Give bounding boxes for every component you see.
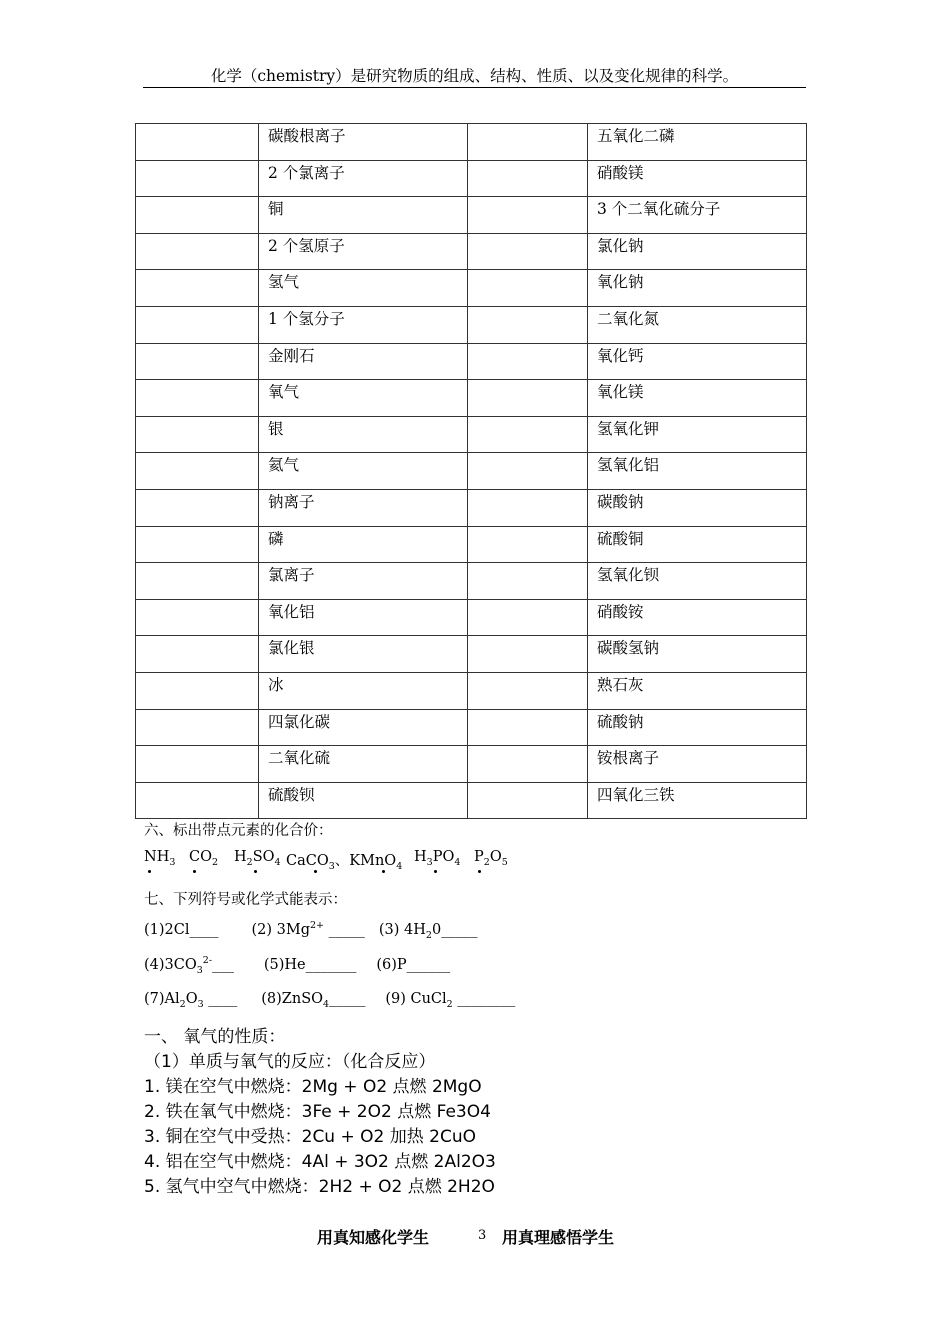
emphasis-dot [382,870,385,873]
answer-cell[interactable] [468,489,588,526]
term-cell: 氯化钠 [588,233,807,270]
table-row [136,380,807,417]
answer-cell[interactable] [136,489,259,526]
term-cell: 银 [259,416,468,453]
table-row [136,233,807,270]
answer-cell[interactable] [136,160,259,197]
term-cell: 磷 [259,526,468,563]
term-cell: 熟石灰 [588,672,807,709]
answer-cell[interactable] [136,709,259,746]
answer-cell[interactable] [468,380,588,417]
term-cell: 四氧化三铁 [588,782,807,819]
term-cell: 碳酸根离子 [259,124,468,161]
table-row [136,343,807,380]
formula-h3po4: $H_3PO_4$ [414,849,461,868]
answer-cell[interactable] [136,746,259,783]
answer-cell[interactable] [136,453,259,490]
term-cell: 2 个氢原子 [259,233,468,270]
emphasis-dot [478,870,481,873]
table-row [136,197,807,234]
term-cell: 硝酸镁 [588,160,807,197]
term-cell: 氦气 [259,453,468,490]
formula-caco3-kmno4: CaCO$_3$、KMnO$_4$ [286,853,403,872]
answer-cell[interactable] [136,380,259,417]
formula-p2o5: $P_2O_5$ [474,849,508,868]
term-cell: 二氧化硫 [259,746,468,783]
formula-co2: $CO_2$ [189,849,219,868]
term-cell: 1 个氢分子 [259,306,468,343]
table-row [136,636,807,673]
table-row [136,599,807,636]
reaction-line: 5. 氢气中空气中燃烧：2H2 + O2 点燃 2H2O [144,1177,495,1197]
answer-cell[interactable] [136,343,259,380]
table-row [136,709,807,746]
table-row [136,672,807,709]
section7-title: 七、下列符号或化学式能表示： [144,892,347,908]
term-cell: 碳酸钠 [588,489,807,526]
term-cell: 冰 [259,672,468,709]
table-row [136,270,807,307]
table-row [136,453,807,490]
emphasis-dot [434,870,437,873]
table-row [136,563,807,600]
answer-cell[interactable] [136,782,259,819]
reaction-line: 3. 铜在空气中受热：2Cu + O2 加热 2CuO [144,1127,476,1147]
emphasis-dot [314,870,317,873]
formula-h2so4: $H_2SO_4$ [234,849,281,868]
table-row [136,160,807,197]
term-cell: 氯化银 [259,636,468,673]
term-cell: 氧化铝 [259,599,468,636]
term-cell: 2 个氯离子 [259,160,468,197]
answer-cell[interactable] [136,672,259,709]
reaction-line: 1. 镁在空气中燃烧：2Mg + O2 点燃 2MgO [144,1077,482,1097]
answer-cell[interactable] [468,160,588,197]
term-cell: 硫酸铜 [588,526,807,563]
symbols-line-3: $(7)Al_2O_3$ ____ (8)ZnSO$_4$_____ (9) CuCl$_2$ ________ [144,991,516,1010]
table-row [136,124,807,161]
answer-cell[interactable] [468,526,588,563]
term-cell: 钠离子 [259,489,468,526]
header-divider [143,87,806,88]
answer-cell[interactable] [136,233,259,270]
answer-cell[interactable] [136,197,259,234]
answer-cell[interactable] [468,599,588,636]
answer-cell[interactable] [468,124,588,161]
term-cell: 铵根离子 [588,746,807,783]
symbols-line-1: (1)2Cl____ (2) $3Mg^{2+}$ _____ (3) $4H_20\_\_\_\_\_$ [144,920,478,941]
term-cell: 氧化镁 [588,380,807,417]
answer-cell[interactable] [136,124,259,161]
table-row [136,746,807,783]
term-cell: 氧气 [259,380,468,417]
footer-right: 用真理感悟学生 [502,1228,615,1247]
symbols-line-2: $(4)3CO_3^{2-}\_\_\_$ (5)He_______ (6)P______ [144,955,451,976]
answer-cell[interactable] [136,563,259,600]
answer-cell[interactable] [468,233,588,270]
answer-cell[interactable] [136,416,259,453]
reaction-line: 4. 铝在空气中燃烧：4Al + 3O2 点燃 2Al2O3 [144,1152,496,1172]
term-cell: 氧化钠 [588,270,807,307]
answer-cell[interactable] [468,709,588,746]
answer-cell[interactable] [468,636,588,673]
term-cell: 四氯化碳 [259,709,468,746]
table-row [136,489,807,526]
term-cell: 氢气 [259,270,468,307]
table-row [136,306,807,343]
term-cell: 硫酸钠 [588,709,807,746]
term-cell: 氢氧化钡 [588,563,807,600]
emphasis-dot [254,870,257,873]
formula-nh3: $NH_3$ [144,849,176,868]
page-header: 化学（chemistry）是研究物质的组成、结构、性质、以及变化规律的科学。 [210,67,739,85]
answer-cell[interactable] [136,526,259,563]
answer-cell[interactable] [468,197,588,234]
page-number: 3 [478,1228,487,1243]
answer-cell[interactable] [468,672,588,709]
answer-cell[interactable] [468,306,588,343]
answer-cell[interactable] [468,343,588,380]
answer-cell[interactable] [468,416,588,453]
answer-cell[interactable] [468,563,588,600]
table-row [136,782,807,819]
fill-in-table [135,123,807,819]
section6-title: 六、标出带点元素的化合价： [144,823,333,839]
table-row [136,416,807,453]
table-row [136,526,807,563]
answer-cell[interactable] [468,782,588,819]
answer-cell[interactable] [468,453,588,490]
term-cell: 碳酸氢钠 [588,636,807,673]
term-cell: 硝酸铵 [588,599,807,636]
term-cell: 铜 [259,197,468,234]
answer-cell[interactable] [468,270,588,307]
answer-cell[interactable] [136,306,259,343]
term-cell: 3 个二氧化硫分子 [588,197,807,234]
reaction-line: 2. 铁在氧气中燃烧：3Fe + 2O2 点燃 Fe3O4 [144,1102,491,1122]
term-cell: 二氧化氮 [588,306,807,343]
emphasis-dot [193,870,196,873]
answer-cell[interactable] [468,746,588,783]
term-cell: 氢氧化钾 [588,416,807,453]
answer-cell[interactable] [136,636,259,673]
answer-cell[interactable] [136,599,259,636]
oxygen-subtitle: （1）单质与氧气的反应：（化合反应） [144,1052,436,1072]
term-cell: 金刚石 [259,343,468,380]
emphasis-dot [148,870,151,873]
answer-cell[interactable] [136,270,259,307]
term-cell: 硫酸钡 [259,782,468,819]
footer-left: 用真知感化学生 [317,1228,430,1247]
term-cell: 氧化钙 [588,343,807,380]
oxygen-title: 一、 氧气的性质： [144,1027,286,1047]
term-cell: 五氧化二磷 [588,124,807,161]
term-cell: 氢氧化铝 [588,453,807,490]
term-cell: 氯离子 [259,563,468,600]
